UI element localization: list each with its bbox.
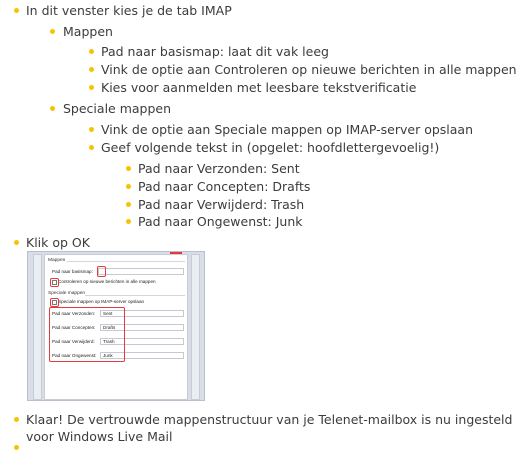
verzonden-label: Pad naar Verzonden: — [52, 311, 96, 316]
instruction-tekst-ingeven: Geef volgende tekst in (opgelet: hoofdlettergevoelig!) — [101, 140, 440, 155]
controleren-label: Controleren op nieuwe berichten in alle mappen — [58, 279, 156, 284]
instruction-speciale-mappen: Vink de optie aan Speciale mappen op IMAP-server opslaan — [101, 122, 474, 137]
verwijderd-label: Pad naar Verwijderd: — [52, 339, 95, 344]
concepten-label: Pad naar Concepten: — [52, 325, 96, 330]
instruction-klik-ok: Klik op OK — [26, 235, 90, 250]
instruction-basismap: Pad naar basismap: laat dit vak leeg — [101, 44, 329, 59]
speciale-mappen-highlight — [50, 298, 59, 307]
verzonden-value: Sent — [103, 311, 113, 316]
path-verwijderd: Pad naar Verwijderd: Trash — [138, 197, 305, 212]
top-red-mark — [170, 252, 182, 254]
basismap-input[interactable] — [98, 268, 184, 275]
ongewenst-value: Junk — [103, 353, 113, 358]
left-scrollbar — [33, 254, 42, 400]
bullet — [89, 145, 94, 150]
separator — [85, 295, 185, 296]
bullet — [50, 106, 55, 111]
heading-mappen: Mappen — [63, 24, 113, 39]
bullet — [14, 417, 19, 422]
bullet — [126, 202, 131, 207]
instruction-controleren: Vink de optie aan Controleren op nieuwe berichten in alle mappen — [101, 62, 517, 77]
bullet — [89, 85, 94, 90]
concepten-value: Drafts — [103, 325, 116, 330]
bullet — [50, 29, 55, 34]
right-scrollbar — [191, 254, 200, 400]
bullet — [126, 184, 131, 189]
bullet — [14, 8, 19, 13]
bullet — [89, 49, 94, 54]
bullet — [126, 166, 131, 171]
mappen-group-header: Mappen — [48, 258, 66, 263]
instruction-tab-imap: In dit venster kies je de tab IMAP — [26, 3, 232, 18]
conclusion-line-1: Klaar! De vertrouwde mappenstructuur van je Telenet-mailbox is nu ingesteld — [26, 412, 513, 427]
ongewenst-label: Pad naar Ongewenst: — [52, 353, 97, 358]
separator — [67, 261, 185, 262]
heading-speciale-mappen: Speciale mappen — [63, 101, 172, 116]
bullet — [14, 240, 19, 245]
conclusion-line-2: voor Windows Live Mail — [26, 429, 173, 444]
bullet — [89, 67, 94, 72]
controleren-highlight — [50, 278, 59, 287]
verwijderd-value: Trash — [103, 339, 115, 344]
bullet — [89, 127, 94, 132]
path-verzonden: Pad naar Verzonden: Sent — [138, 161, 300, 176]
special-paths-highlight — [49, 307, 125, 362]
basismap-highlight — [97, 266, 106, 277]
speciale-mappen-label: Speciale mappen op IMAP-server opslaan — [58, 299, 145, 304]
instruction-aanmelden: Kies voor aanmelden met leesbare tekstverificatie — [101, 80, 417, 95]
path-concepten: Pad naar Concepten: Drafts — [138, 179, 311, 194]
settings-panel — [44, 254, 188, 400]
bullet — [126, 219, 131, 224]
basismap-label: Pad naar basismap: — [52, 269, 93, 274]
path-ongewenst: Pad naar Ongewenst: Junk — [138, 214, 303, 229]
imap-settings-screenshot — [27, 251, 205, 401]
speciale-mappen-group-header: Speciale mappen — [48, 291, 86, 296]
